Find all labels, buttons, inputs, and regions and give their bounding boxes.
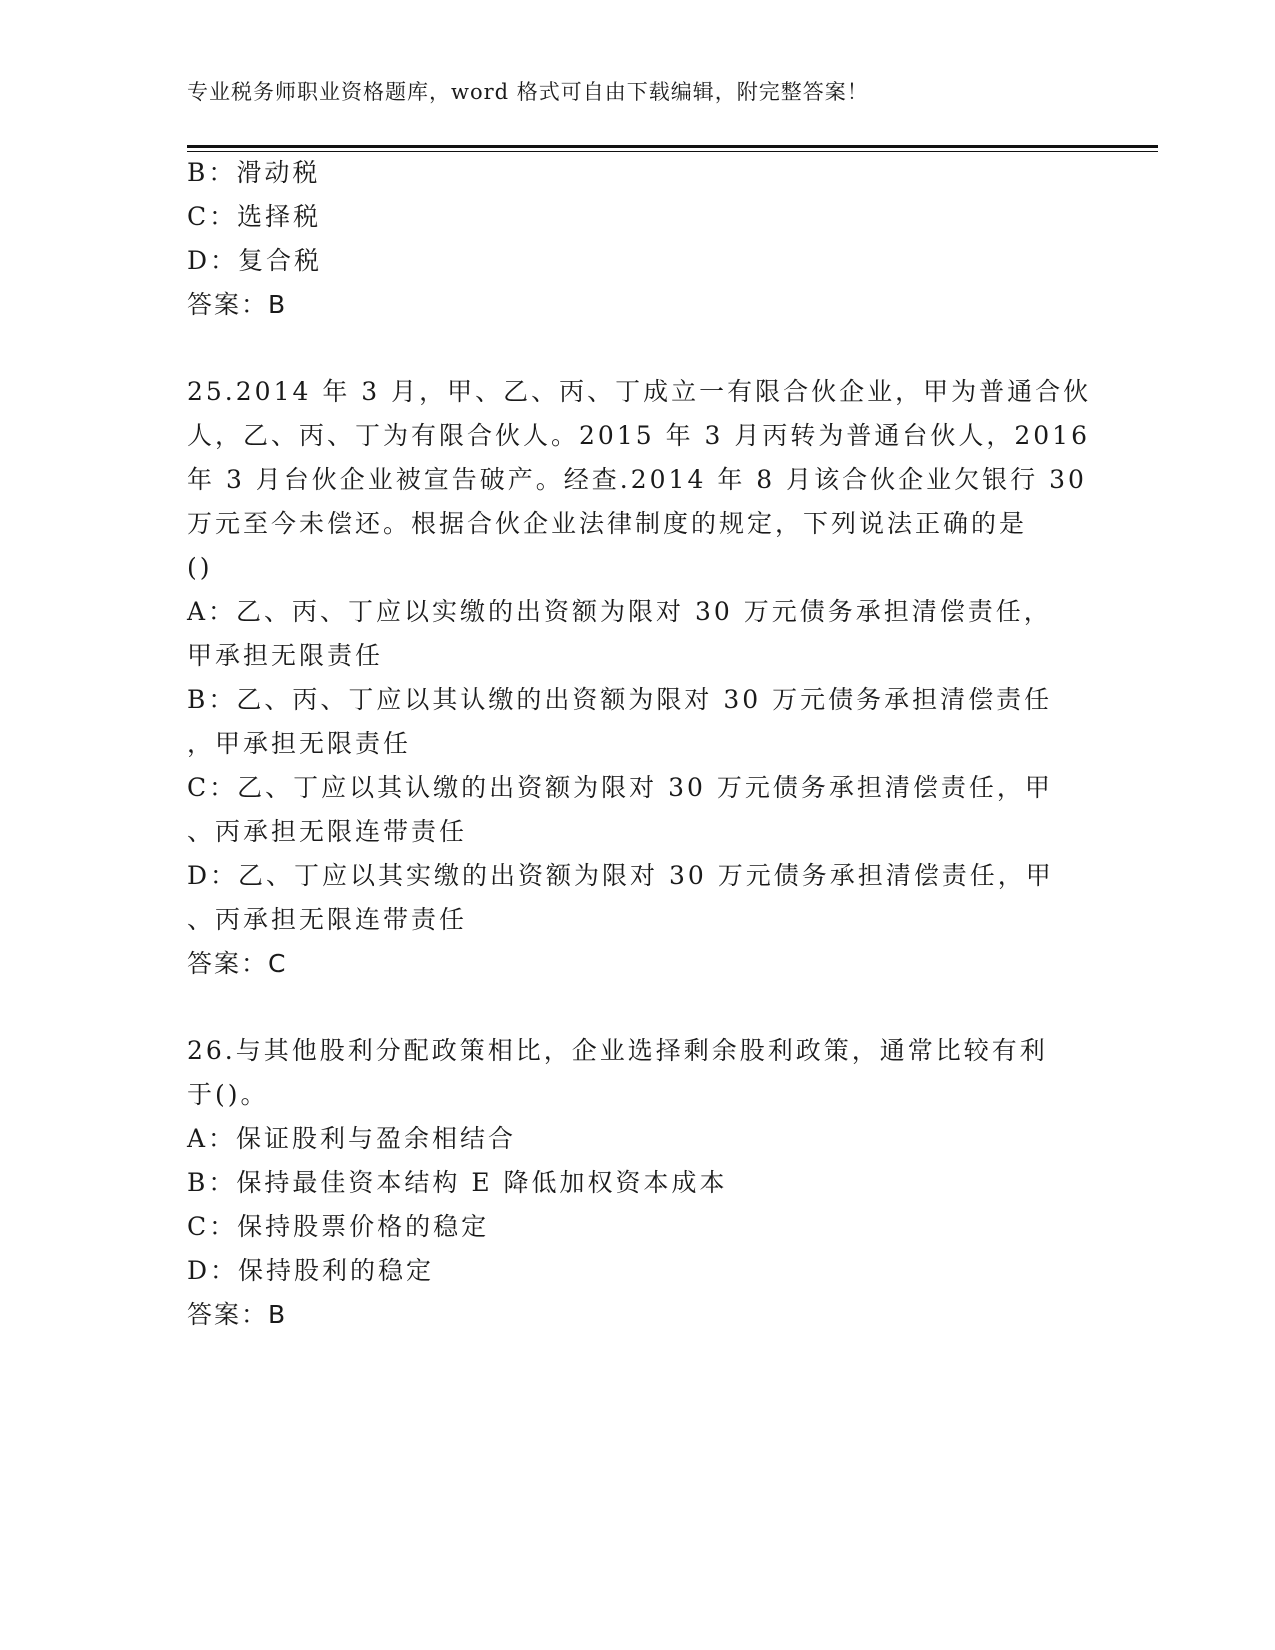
q25-stem-line: 年 3 月台伙企业被宣告破产。经查.2014 年 8 月该合伙企业欠银行 30 bbox=[187, 465, 1087, 494]
q26-stem-line: 26.与其他股利分配政策相比，企业选择剩余股利政策，通常比较有利 bbox=[187, 1036, 1048, 1065]
q25-stem-line: 万元至今未偿还。根据合伙企业法律制度的规定，下列说法正确的是 bbox=[187, 509, 1028, 538]
prev-option-b: B：滑动税 bbox=[187, 158, 321, 187]
q26-answer: 答案：B bbox=[187, 1300, 288, 1329]
header-rule-thick bbox=[187, 145, 1158, 148]
q26-option-c: C：保持股票价格的稳定 bbox=[187, 1212, 490, 1241]
q25-option-b-cont: ，甲承担无限责任 bbox=[187, 729, 412, 758]
q26-option-b: B：保持最佳资本结构 E 降低加权资本成本 bbox=[187, 1168, 728, 1197]
prev-option-c: C：选择税 bbox=[187, 202, 322, 231]
prev-option-d: D：复合税 bbox=[187, 246, 323, 275]
q25-option-a: A：乙、丙、丁应以实缴的出资额为限对 30 万元债务承担清偿责任， bbox=[187, 597, 1052, 626]
q26-option-a: A：保证股利与盈余相结合 bbox=[187, 1124, 517, 1153]
q25-option-c: C：乙、丁应以其认缴的出资额为限对 30 万元债务承担清偿责任，甲 bbox=[187, 773, 1053, 802]
q25-option-d: D：乙、丁应以其实缴的出资额为限对 30 万元债务承担清偿责任，甲 bbox=[187, 861, 1054, 890]
q25-stem-line: () bbox=[187, 553, 213, 582]
q25-option-b: B：乙、丙、丁应以其认缴的出资额为限对 30 万元债务承担清偿责任 bbox=[187, 685, 1053, 714]
q25-stem-line: 人，乙、丙、丁为有限合伙人。2015 年 3 月丙转为普通台伙人，2016 bbox=[187, 421, 1090, 450]
q26-option-d: D：保持股利的稳定 bbox=[187, 1256, 435, 1285]
q25-option-c-cont: 、丙承担无限连带责任 bbox=[187, 817, 468, 846]
q26-stem-line: 于()。 bbox=[187, 1080, 269, 1109]
q25-option-a-cont: 甲承担无限责任 bbox=[187, 641, 384, 670]
prev-answer: 答案：B bbox=[187, 290, 288, 319]
q25-stem-line: 25.2014 年 3 月，甲、乙、丙、丁成立一有限合伙企业，甲为普通合伙 bbox=[187, 377, 1092, 406]
page-header: 专业税务师职业资格题库，word 格式可自由下载编辑，附完整答案！ bbox=[187, 80, 869, 104]
q25-answer: 答案：C bbox=[187, 949, 288, 978]
header-rule-thin bbox=[187, 151, 1158, 152]
q25-option-d-cont: 、丙承担无限连带责任 bbox=[187, 905, 468, 934]
